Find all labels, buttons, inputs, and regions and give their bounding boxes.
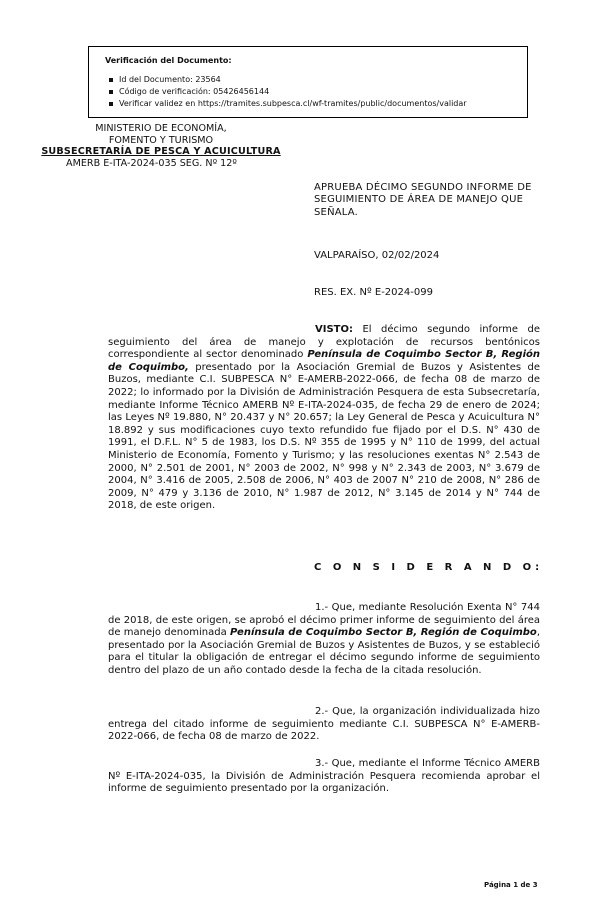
place-date: VALPARAÍSO, 02/02/2024: [314, 250, 440, 261]
paragraph-1-area-name: Península de Coquimbo Sector B, Región de Coquimbo: [229, 627, 537, 639]
document-reference: AMERB E-ITA-2024-035 SEG. Nº 12º: [66, 157, 237, 169]
considerando-paragraph-1: [108, 602, 540, 678]
visto-paragraph: [108, 324, 540, 513]
considerando-heading: C O N S I D E R A N D O:: [314, 562, 544, 573]
considerando-paragraph-3: [108, 758, 540, 796]
visto-text-1: El décimo segundo informe de seguimiento del área de manejo y explotación de recursos bentónicos correspondiente al sector denominado: [108, 324, 540, 361]
resolution-title: APRUEBA DÉCIMO SEGUNDO INFORME DE SEGUIMIENTO DE ÁREA DE MANEJO QUE SEÑALA.: [314, 182, 532, 218]
visto-text-2: presentado por la Asociación Gremial de Buzos y Asistentes de Buzos, mediante C.I. SUBPESCA N° E-AMERB-2022-066, de fecha 08 de marzo de 2022; lo informado por la División de Administración Pesquera de esta Subsecretaría, mediante Informe Técnico AMERB Nº E-ITA-2024-035, de fecha 29 de enero de 2024; las Leyes Nº 19.880, N° 20.437 y N° 20.657; la Ley General de Pesca y Acuicultura N° 18.892 y sus modificaciones cuyo texto refundido fue fijado por el D.S. N° 430 de 1991, el D.F.L. N° 5 de 1983, los D.S. Nº 355 de 1995 y N° 110 de 1999, del actual Ministerio de Economía, Fomento y Turismo; y las resoluciones exentas N° 2.543 de 2000, N° 2.501 de 2001, N° 2003 de 2002, N° 998 y N° 2.343 de 2003, N° 3.679 de 2004, N° 3.416 de 2005, 2.508 de 2006, N° 403 de 2007 N° 210 de 2008, N° 286 de 2009, N° 479 y 3.136 de 2010, N° 1.987 de 2012, N° 3.145 de 2014 y N° 744 de 2018, de este origen.: [108, 361, 540, 512]
paragraph-1-text-a: 1.- Que, mediante Resolución Exenta N° 744 de 2018, de este origen, se aprobó el décimo primer informe de seguimiento del área de manejo denominada: [108, 602, 540, 639]
ministry-header: [36, 123, 286, 169]
verification-title: Verificación del Documento:: [105, 56, 232, 65]
paragraph-1-text-b: , presentado por la Asociación Gremial de Buzos y Asistentes de Buzos, y se estableció para el titular la obligación de entregar el décimo segundo informe de seguimiento dentro del plazo de un año contado desde la fecha de la citada resolución.: [108, 627, 540, 676]
ministry-line-2: FOMENTO Y TURISMO: [108, 134, 214, 146]
verification-list: [105, 74, 517, 110]
resolution-number: RES. EX. Nº E-2024-099: [314, 287, 433, 298]
visto-label: VISTO:: [315, 324, 353, 335]
ministry-line-1: MINISTERIO DE ECONOMÍA,: [95, 123, 227, 134]
verification-url[interactable]: Verificar validez en https://tramites.subpesca.cl/wf-tramites/public/documentos/validar: [105, 98, 517, 110]
paragraph-3-text: 3.- Que, mediante el Informe Técnico AMERB Nº E-ITA-2024-035, la División de Administración Pesquera recomienda aprobar el informe de seguimiento presentado por la organización.: [108, 758, 540, 795]
verification-document-id: Id del Documento: 23564: [105, 74, 517, 86]
verification-box: [88, 46, 528, 118]
considerando-paragraph-2: [108, 706, 540, 744]
verification-code: Código de verificación: 05426456144: [105, 86, 517, 98]
page-number: Página 1 de 3: [484, 881, 538, 889]
paragraph-2-text: 2.- Que, la organización individualizada hizo entrega del citado informe de seguimiento mediante C.I. SUBPESCA N° E-AMERB-2022-066, de fecha 08 de marzo de 2022.: [108, 706, 540, 743]
visto-area-name: Península de Coquimbo Sector B, Región de Coquimbo,: [108, 349, 540, 373]
subsecretaria-name: SUBSECRETARÍA DE PESCA Y ACUICULTURA: [41, 146, 281, 158]
